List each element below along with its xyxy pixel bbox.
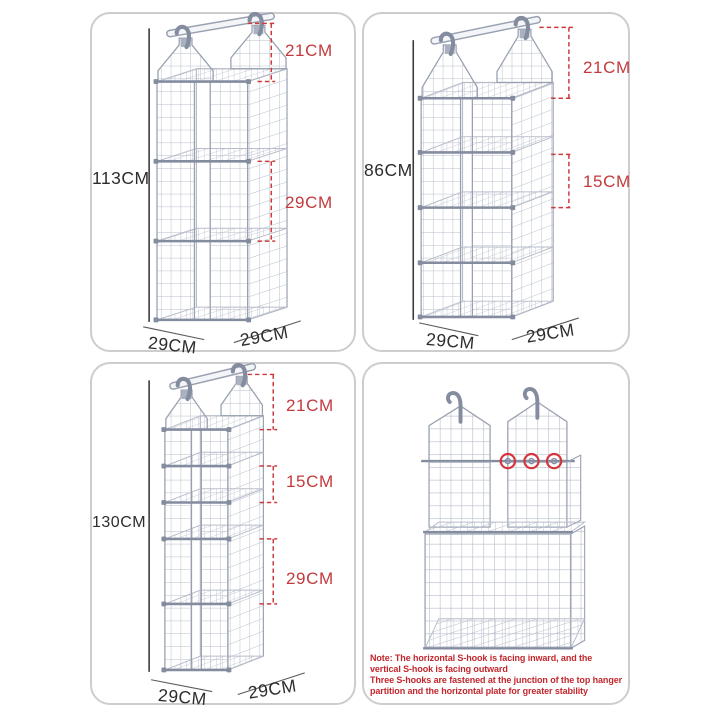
compartment-height-label: 29CM — [285, 193, 333, 212]
bottom-width-label: 29CM — [147, 332, 198, 358]
hanger-height-label: 21CM — [285, 41, 333, 60]
bottom-depth-label: 29CM — [524, 319, 576, 347]
total-height-label: 113CM — [92, 168, 150, 188]
small-compartment-label: 15CM — [286, 472, 334, 491]
total-height-label: 86CM — [364, 160, 413, 180]
hanger-height-label: 21CM — [286, 396, 334, 415]
card-113cm-organizer — [90, 12, 356, 358]
total-height-label: 130CM — [92, 514, 147, 531]
assembly-note — [370, 653, 623, 697]
note-line-2: Three S-hooks are fastened at the junction of the top hanger partition and the horizontal plate for greater stability — [370, 675, 623, 696]
bottom-depth-label: 29CM — [238, 321, 290, 351]
bottom-depth-label: 29CM — [246, 675, 298, 703]
hanger-height-label: 21CM — [583, 58, 631, 77]
note-line-1: Note: The horizontal S-hook is facing inward, and the vertical S-hook is facing outward — [370, 653, 593, 674]
card-86cm-organizer — [362, 12, 630, 352]
card-assembly-detail — [362, 362, 630, 705]
card-130cm-organizer — [90, 362, 356, 710]
large-compartment-label: 29CM — [286, 569, 334, 588]
compartment-height-label: 15CM — [583, 172, 631, 191]
bottom-width-label: 29CM — [157, 684, 208, 710]
bottom-width-label: 29CM — [425, 328, 476, 354]
